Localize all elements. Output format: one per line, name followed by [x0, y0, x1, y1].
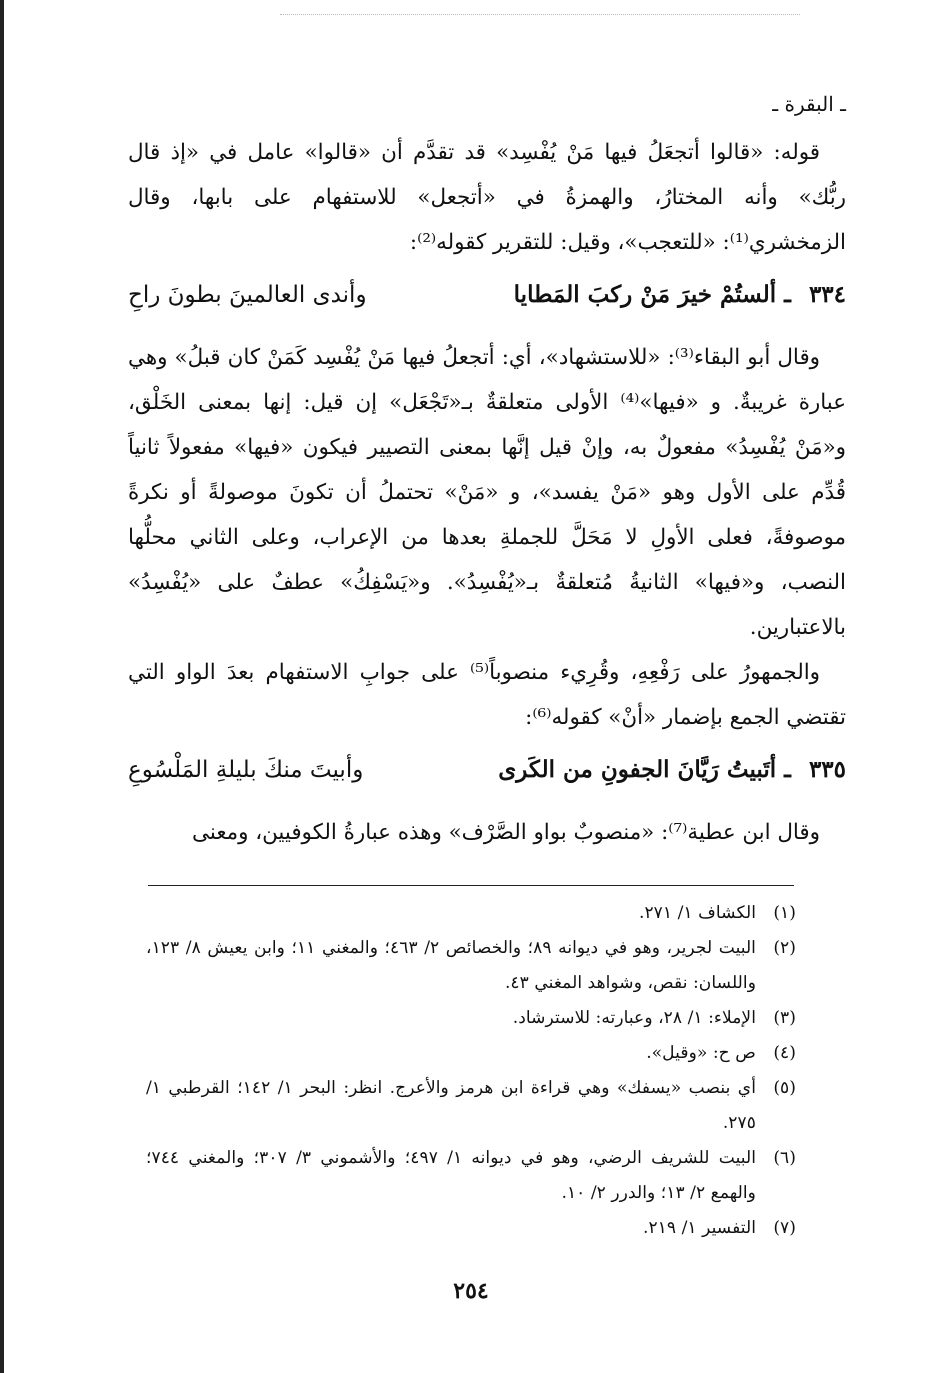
- footnote-number: (٤): [773, 1043, 796, 1063]
- scan-artifact-line: [280, 14, 800, 15]
- footnote-text: ص ح: «وقيل».: [646, 1043, 756, 1063]
- footnote-text: التفسير ١/ ٢١٩.: [642, 1218, 756, 1238]
- page-number: ٢٥٤: [453, 1278, 489, 1304]
- verse-dash: ـ: [784, 281, 791, 308]
- footnote-text: الإملاء: ١/ ٢٨، وعبارته: للاسترشاد.: [512, 1008, 756, 1028]
- footnote-number: (٦): [773, 1148, 796, 1168]
- footnote-text: البيت للشريف الرضي، وهو في ديوانه ١/ ٤٩٧؛ والأشموني ٣/ ٣٠٧؛ والمغني ٧٤٤؛ والهمع ٢/ ١٣؛ والدرر ٢/ ١٠.: [146, 1148, 756, 1203]
- footnote-item: [146, 1036, 796, 1071]
- footnote-item: [146, 896, 796, 931]
- footnote-number: (٧): [773, 1218, 796, 1238]
- hemistich-1: ألستُمْ خيرَ مَنْ ركبَ المَطايا: [513, 281, 777, 308]
- footnote-item: [146, 931, 796, 1001]
- page-edge-shadow: [0, 0, 4, 1373]
- hemistich-2: وأندى العالمينَ بطونَ راحِ: [128, 282, 367, 308]
- footnote-item: [146, 1211, 796, 1246]
- footnote-text: الكشاف ١/ ٢٧١.: [638, 903, 756, 923]
- paragraph-2: وقال أبو البقاء⁽³⁾: «للاستشهاد»، أي: أتجعلُ فيها مَنْ يُفْسِد كَمَنْ كان قبلُ» وهي عبارة غريبةٌ. و «فيها»⁽⁴⁾ الأولى متعلقةٌ بـ«تَجْعَل» إن قيل: إنها بمعنى الخَلْق، و«مَنْ يُفْسِدُ» مفعولٌ به، وإنْ قيل إنَّها بمعنى التصيير فيكون «فيها» مفعولاً ثانياً قُدِّم على الأول وهو «مَنْ يفسد»، و «مَنْ» تحتملُ أن تكونَ موصولةً أو نكرةً موصوفةً، فعلى الأولِ لا مَحَلَّ للجملةِ بعدها من الإعراب، وعلى الثاني محلُّها النصب، و«فيها» الثانيةُ مُتعلقةٌ بـ«يُفْسِدُ». و«يَسْفِكُ» عطفٌ على «يُفْسِدُ» بالاعتبارين.: [128, 345, 846, 640]
- main-text: [128, 130, 846, 855]
- footnote-item: [146, 1071, 796, 1141]
- verse-number: ٣٣٥: [808, 756, 846, 783]
- running-head: ـ البقرة ـ: [772, 92, 846, 116]
- footnote-number: (٢): [773, 938, 796, 958]
- footnote-separator: [148, 885, 794, 886]
- footnote-number: (١): [773, 903, 796, 923]
- paragraph-3: والجمهورُ على رَفْعِهِ، وقُرِيء منصوباً⁽⁵⁾ على جوابِ الاستفهام بعدَ الواو التي تقتضي الجمع بإضمار «أنْ» كقوله⁽⁶⁾:: [128, 660, 846, 730]
- footnote-text: البيت لجرير، وهو في ديوانه ٨٩؛ والخصائص ٢/ ٤٦٣؛ والمغني ١١؛ وابن يعيش ٨/ ١٢٣، واللسان: نقص، وشواهد المغني ٤٣.: [146, 938, 756, 993]
- hemistich-1: أتَبيتُ رَيَّانَ الجفونِ من الكَرى: [498, 756, 777, 783]
- footnote-item: [146, 1141, 796, 1211]
- footnotes: [146, 896, 796, 1246]
- verse-dash: ـ: [784, 756, 791, 783]
- paragraph-4: وقال ابن عطية⁽⁷⁾: «منصوبٌ بواو الصَّرْف» وهذه عبارةُ الكوفيين، ومعنى: [192, 820, 820, 845]
- hemistich-2: وأبيتَ منكَ بليلةِ المَلْسُوعِ: [128, 757, 364, 783]
- verse-334: [128, 271, 846, 327]
- paragraph-1: قوله: «قالوا أتجعَلُ فيها مَنْ يُفْسِد» قد تقدَّم أن «قالوا» عامل في «إذ قال ربُّك» وأنه المختارُ، والهمزةُ في «أتجعل» للاستفهام على بابها، وقال الزمخشري⁽¹⁾: «للتعجب»، وقيل: للتقرير كقوله⁽²⁾:: [128, 140, 846, 255]
- footnote-number: (٣): [773, 1008, 796, 1028]
- verse-335: [128, 746, 846, 802]
- verse-first-hemistich: [514, 271, 846, 327]
- footnote-item: [146, 1001, 796, 1036]
- verse-number: ٣٣٤: [808, 281, 846, 308]
- footnote-text: أي بنصب «يسفك» وهي قراءة ابن هرمز والأعرج. انظر: البحر ١/ ١٤٢؛ القرطبي ١/ ٢٧٥.: [146, 1078, 756, 1133]
- verse-first-hemistich: [498, 746, 846, 802]
- footnote-number: (٥): [773, 1078, 796, 1098]
